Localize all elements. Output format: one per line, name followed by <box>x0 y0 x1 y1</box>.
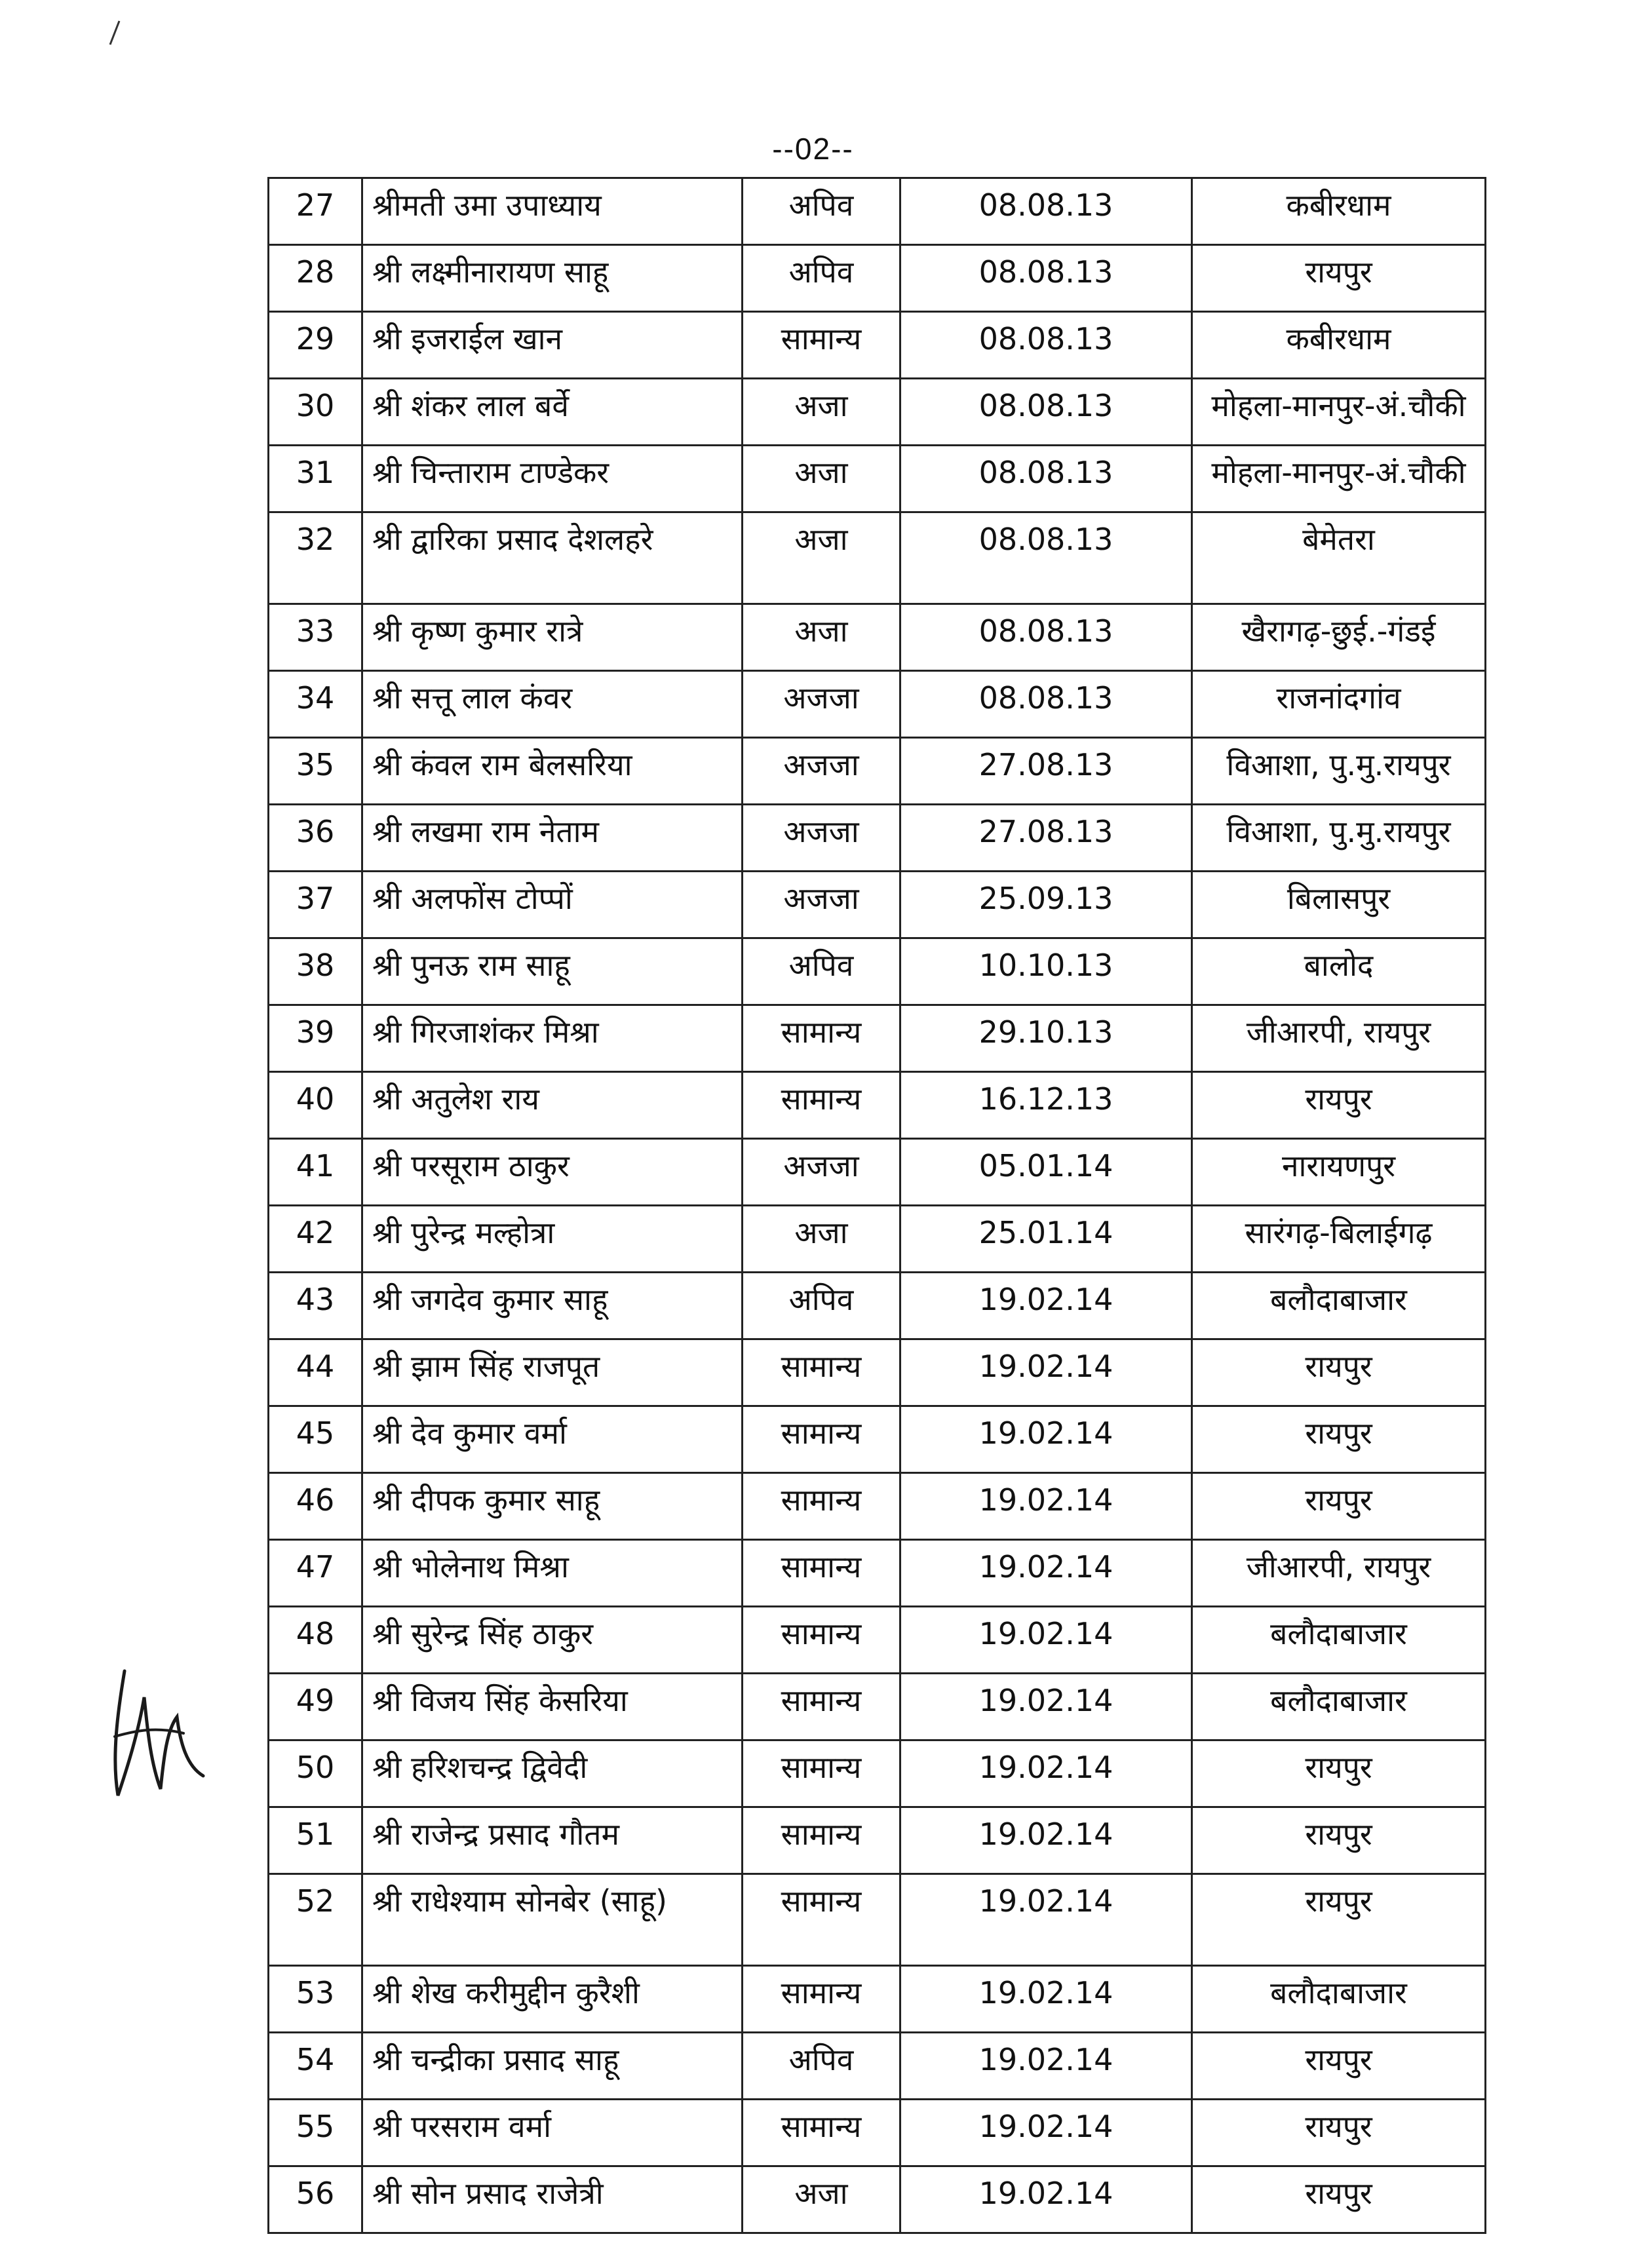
name-cell: श्री राधेश्याम सोनबेर (साहू) <box>362 1874 743 1966</box>
date-cell: 19.02.14 <box>900 1473 1192 1540</box>
posting-place-cell: विआशा, पु.मु.रायपुर <box>1192 805 1486 872</box>
posting-place-cell: बलौदाबाजार <box>1192 1607 1486 1674</box>
posting-place-cell: बालोद <box>1192 938 1486 1005</box>
posting-place-cell: मोहला-मानपुर-अं.चौकी <box>1192 446 1486 512</box>
category-cell: सामान्य <box>743 2100 900 2166</box>
table-row <box>269 1473 1486 1540</box>
page-number: --02-- <box>772 132 854 166</box>
posting-place-cell: रायपुर <box>1192 1807 1486 1874</box>
name-cell: श्री शेख करीमुद्दीन कुरैशी <box>362 1966 743 2033</box>
table-row <box>269 178 1486 245</box>
serial-number-cell: 33 <box>269 604 362 671</box>
name-cell: श्री परसराम वर्मा <box>362 2100 743 2166</box>
table-row <box>269 1005 1486 1072</box>
category-cell: अजा <box>743 379 900 446</box>
posting-place-cell: सारंगढ़-बिलाईगढ़ <box>1192 1206 1486 1273</box>
roster-table-body <box>269 178 1486 2233</box>
date-cell: 19.02.14 <box>900 1966 1192 2033</box>
date-cell: 19.02.14 <box>900 2100 1192 2166</box>
name-cell: श्री हरिशचन्द्र द्विवेदी <box>362 1740 743 1807</box>
serial-number-cell: 49 <box>269 1674 362 1740</box>
category-cell: सामान्य <box>743 1807 900 1874</box>
date-cell: 27.08.13 <box>900 805 1192 872</box>
date-cell: 19.02.14 <box>900 1339 1192 1406</box>
serial-number-cell: 37 <box>269 872 362 938</box>
serial-number-cell: 32 <box>269 512 362 604</box>
name-cell: श्री विजय सिंह केसरिया <box>362 1674 743 1740</box>
category-cell: अजा <box>743 512 900 604</box>
date-cell: 08.08.13 <box>900 604 1192 671</box>
serial-number-cell: 34 <box>269 671 362 738</box>
category-cell: अपिव <box>743 245 900 312</box>
posting-place-cell: नारायणपुर <box>1192 1139 1486 1206</box>
category-cell: सामान्य <box>743 1874 900 1966</box>
category-cell: अपिव <box>743 2033 900 2100</box>
name-cell: श्री भोलेनाथ मिश्रा <box>362 1540 743 1607</box>
category-cell: अजा <box>743 446 900 512</box>
table-row <box>269 938 1486 1005</box>
name-cell: श्री सत्तू लाल कंवर <box>362 671 743 738</box>
table-row <box>269 1874 1486 1966</box>
table-row <box>269 2100 1486 2166</box>
table-row <box>269 1139 1486 1206</box>
roster-table <box>267 177 1486 2234</box>
date-cell: 19.02.14 <box>900 1273 1192 1339</box>
date-cell: 19.02.14 <box>900 1607 1192 1674</box>
table-row <box>269 312 1486 379</box>
posting-place-cell: रायपुर <box>1192 1339 1486 1406</box>
table-row <box>269 604 1486 671</box>
serial-number-cell: 54 <box>269 2033 362 2100</box>
category-cell: अपिव <box>743 938 900 1005</box>
serial-number-cell: 42 <box>269 1206 362 1273</box>
date-cell: 10.10.13 <box>900 938 1192 1005</box>
table-row <box>269 1273 1486 1339</box>
posting-place-cell: बलौदाबाजार <box>1192 1966 1486 2033</box>
serial-number-cell: 50 <box>269 1740 362 1807</box>
name-cell: श्री चन्द्रीका प्रसाद साहू <box>362 2033 743 2100</box>
category-cell: सामान्य <box>743 1339 900 1406</box>
serial-number-cell: 48 <box>269 1607 362 1674</box>
date-cell: 19.02.14 <box>900 1540 1192 1607</box>
name-cell: श्री गिरजाशंकर मिश्रा <box>362 1005 743 1072</box>
date-cell: 08.08.13 <box>900 512 1192 604</box>
serial-number-cell: 31 <box>269 446 362 512</box>
name-cell: श्री द्वारिका प्रसाद देशलहरे <box>362 512 743 604</box>
posting-place-cell: रायपुर <box>1192 1740 1486 1807</box>
table-row <box>269 1807 1486 1874</box>
posting-place-cell: मोहला-मानपुर-अं.चौकी <box>1192 379 1486 446</box>
name-cell: श्री कंवल राम बेलसरिया <box>362 738 743 805</box>
table-row <box>269 379 1486 446</box>
posting-place-cell: रायपुर <box>1192 245 1486 312</box>
table-row <box>269 245 1486 312</box>
name-cell: श्री अतुलेश राय <box>362 1072 743 1139</box>
category-cell: सामान्य <box>743 1740 900 1807</box>
name-cell: श्री शंकर लाल बर्वे <box>362 379 743 446</box>
posting-place-cell: राजनांदगांव <box>1192 671 1486 738</box>
name-cell: श्री राजेन्द्र प्रसाद गौतम <box>362 1807 743 1874</box>
category-cell: अजजा <box>743 671 900 738</box>
posting-place-cell: कबीरधाम <box>1192 178 1486 245</box>
table-row <box>269 2033 1486 2100</box>
date-cell: 19.02.14 <box>900 1406 1192 1473</box>
posting-place-cell: रायपुर <box>1192 1406 1486 1473</box>
serial-number-cell: 40 <box>269 1072 362 1139</box>
serial-number-cell: 44 <box>269 1339 362 1406</box>
name-cell: श्री सुरेन्द्र सिंह ठाकुर <box>362 1607 743 1674</box>
table-row <box>269 1339 1486 1406</box>
category-cell: अजा <box>743 604 900 671</box>
name-cell: श्री पुरेन्द्र मल्होत्रा <box>362 1206 743 1273</box>
date-cell: 08.08.13 <box>900 671 1192 738</box>
date-cell: 08.08.13 <box>900 245 1192 312</box>
table-row <box>269 805 1486 872</box>
serial-number-cell: 39 <box>269 1005 362 1072</box>
table-row <box>269 1674 1486 1740</box>
date-cell: 08.08.13 <box>900 446 1192 512</box>
posting-place-cell: रायपुर <box>1192 1473 1486 1540</box>
category-cell: सामान्य <box>743 1607 900 1674</box>
serial-number-cell: 41 <box>269 1139 362 1206</box>
name-cell: श्रीमती उमा उपाध्याय <box>362 178 743 245</box>
date-cell: 08.08.13 <box>900 379 1192 446</box>
posting-place-cell: बलौदाबाजार <box>1192 1674 1486 1740</box>
table-row <box>269 671 1486 738</box>
table-row <box>269 512 1486 604</box>
serial-number-cell: 35 <box>269 738 362 805</box>
name-cell: श्री लखमा राम नेताम <box>362 805 743 872</box>
posting-place-cell: रायपुर <box>1192 2100 1486 2166</box>
date-cell: 19.02.14 <box>900 1674 1192 1740</box>
posting-place-cell: बिलासपुर <box>1192 872 1486 938</box>
name-cell: श्री चिन्ताराम टाण्डेकर <box>362 446 743 512</box>
posting-place-cell: बेमेतरा <box>1192 512 1486 604</box>
posting-place-cell: खैरागढ़-छुई.-गंडई <box>1192 604 1486 671</box>
category-cell: सामान्य <box>743 1540 900 1607</box>
table-row <box>269 1740 1486 1807</box>
serial-number-cell: 28 <box>269 245 362 312</box>
date-cell: 16.12.13 <box>900 1072 1192 1139</box>
date-cell: 08.08.13 <box>900 178 1192 245</box>
category-cell: अजा <box>743 2166 900 2233</box>
date-cell: 08.08.13 <box>900 312 1192 379</box>
category-cell: सामान्य <box>743 1966 900 2033</box>
name-cell: श्री दीपक कुमार साहू <box>362 1473 743 1540</box>
serial-number-cell: 27 <box>269 178 362 245</box>
category-cell: अपिव <box>743 1273 900 1339</box>
table-row <box>269 1966 1486 2033</box>
date-cell: 05.01.14 <box>900 1139 1192 1206</box>
category-cell: अजजा <box>743 805 900 872</box>
name-cell: श्री कृष्ण कुमार रात्रे <box>362 604 743 671</box>
category-cell: सामान्य <box>743 1473 900 1540</box>
date-cell: 19.02.14 <box>900 1874 1192 1966</box>
name-cell: श्री पुनऊ राम साहू <box>362 938 743 1005</box>
date-cell: 27.08.13 <box>900 738 1192 805</box>
handwritten-signature-icon <box>98 1658 210 1809</box>
serial-number-cell: 43 <box>269 1273 362 1339</box>
serial-number-cell: 45 <box>269 1406 362 1473</box>
category-cell: अजा <box>743 1206 900 1273</box>
category-cell: सामान्य <box>743 1005 900 1072</box>
posting-place-cell: बलौदाबाजार <box>1192 1273 1486 1339</box>
category-cell: अजजा <box>743 1139 900 1206</box>
table-row <box>269 738 1486 805</box>
name-cell: श्री इजराईल खान <box>362 312 743 379</box>
date-cell: 25.01.14 <box>900 1206 1192 1273</box>
posting-place-cell: विआशा, पु.मु.रायपुर <box>1192 738 1486 805</box>
serial-number-cell: 36 <box>269 805 362 872</box>
serial-number-cell: 56 <box>269 2166 362 2233</box>
serial-number-cell: 38 <box>269 938 362 1005</box>
serial-number-cell: 30 <box>269 379 362 446</box>
serial-number-cell: 51 <box>269 1807 362 1874</box>
name-cell: श्री लक्ष्मीनारायण साहू <box>362 245 743 312</box>
posting-place-cell: रायपुर <box>1192 1874 1486 1966</box>
category-cell: सामान्य <box>743 1406 900 1473</box>
table-row <box>269 446 1486 512</box>
table-row <box>269 1540 1486 1607</box>
table-row <box>269 1406 1486 1473</box>
serial-number-cell: 47 <box>269 1540 362 1607</box>
name-cell: श्री देव कुमार वर्मा <box>362 1406 743 1473</box>
posting-place-cell: रायपुर <box>1192 2033 1486 2100</box>
category-cell: सामान्य <box>743 1072 900 1139</box>
category-cell: सामान्य <box>743 312 900 379</box>
category-cell: अजजा <box>743 738 900 805</box>
table-row <box>269 1072 1486 1139</box>
serial-number-cell: 52 <box>269 1874 362 1966</box>
category-cell: सामान्य <box>743 1674 900 1740</box>
date-cell: 19.02.14 <box>900 1807 1192 1874</box>
name-cell: श्री सोन प्रसाद राजेत्री <box>362 2166 743 2233</box>
name-cell: श्री जगदेव कुमार साहू <box>362 1273 743 1339</box>
stray-mark-icon <box>105 20 125 46</box>
posting-place-cell: रायपुर <box>1192 1072 1486 1139</box>
name-cell: श्री परसूराम ठाकुर <box>362 1139 743 1206</box>
table-row <box>269 1206 1486 1273</box>
date-cell: 29.10.13 <box>900 1005 1192 1072</box>
serial-number-cell: 53 <box>269 1966 362 2033</box>
serial-number-cell: 29 <box>269 312 362 379</box>
date-cell: 19.02.14 <box>900 2166 1192 2233</box>
date-cell: 19.02.14 <box>900 2033 1192 2100</box>
posting-place-cell: जीआरपी, रायपुर <box>1192 1540 1486 1607</box>
posting-place-cell: कबीरधाम <box>1192 312 1486 379</box>
table-row <box>269 2166 1486 2233</box>
serial-number-cell: 55 <box>269 2100 362 2166</box>
table-row <box>269 1607 1486 1674</box>
date-cell: 19.02.14 <box>900 1740 1192 1807</box>
name-cell: श्री अलफोंस टोप्पों <box>362 872 743 938</box>
table-row <box>269 872 1486 938</box>
category-cell: अपिव <box>743 178 900 245</box>
posting-place-cell: जीआरपी, रायपुर <box>1192 1005 1486 1072</box>
serial-number-cell: 46 <box>269 1473 362 1540</box>
date-cell: 25.09.13 <box>900 872 1192 938</box>
name-cell: श्री झाम सिंह राजपूत <box>362 1339 743 1406</box>
category-cell: अजजा <box>743 872 900 938</box>
posting-place-cell: रायपुर <box>1192 2166 1486 2233</box>
